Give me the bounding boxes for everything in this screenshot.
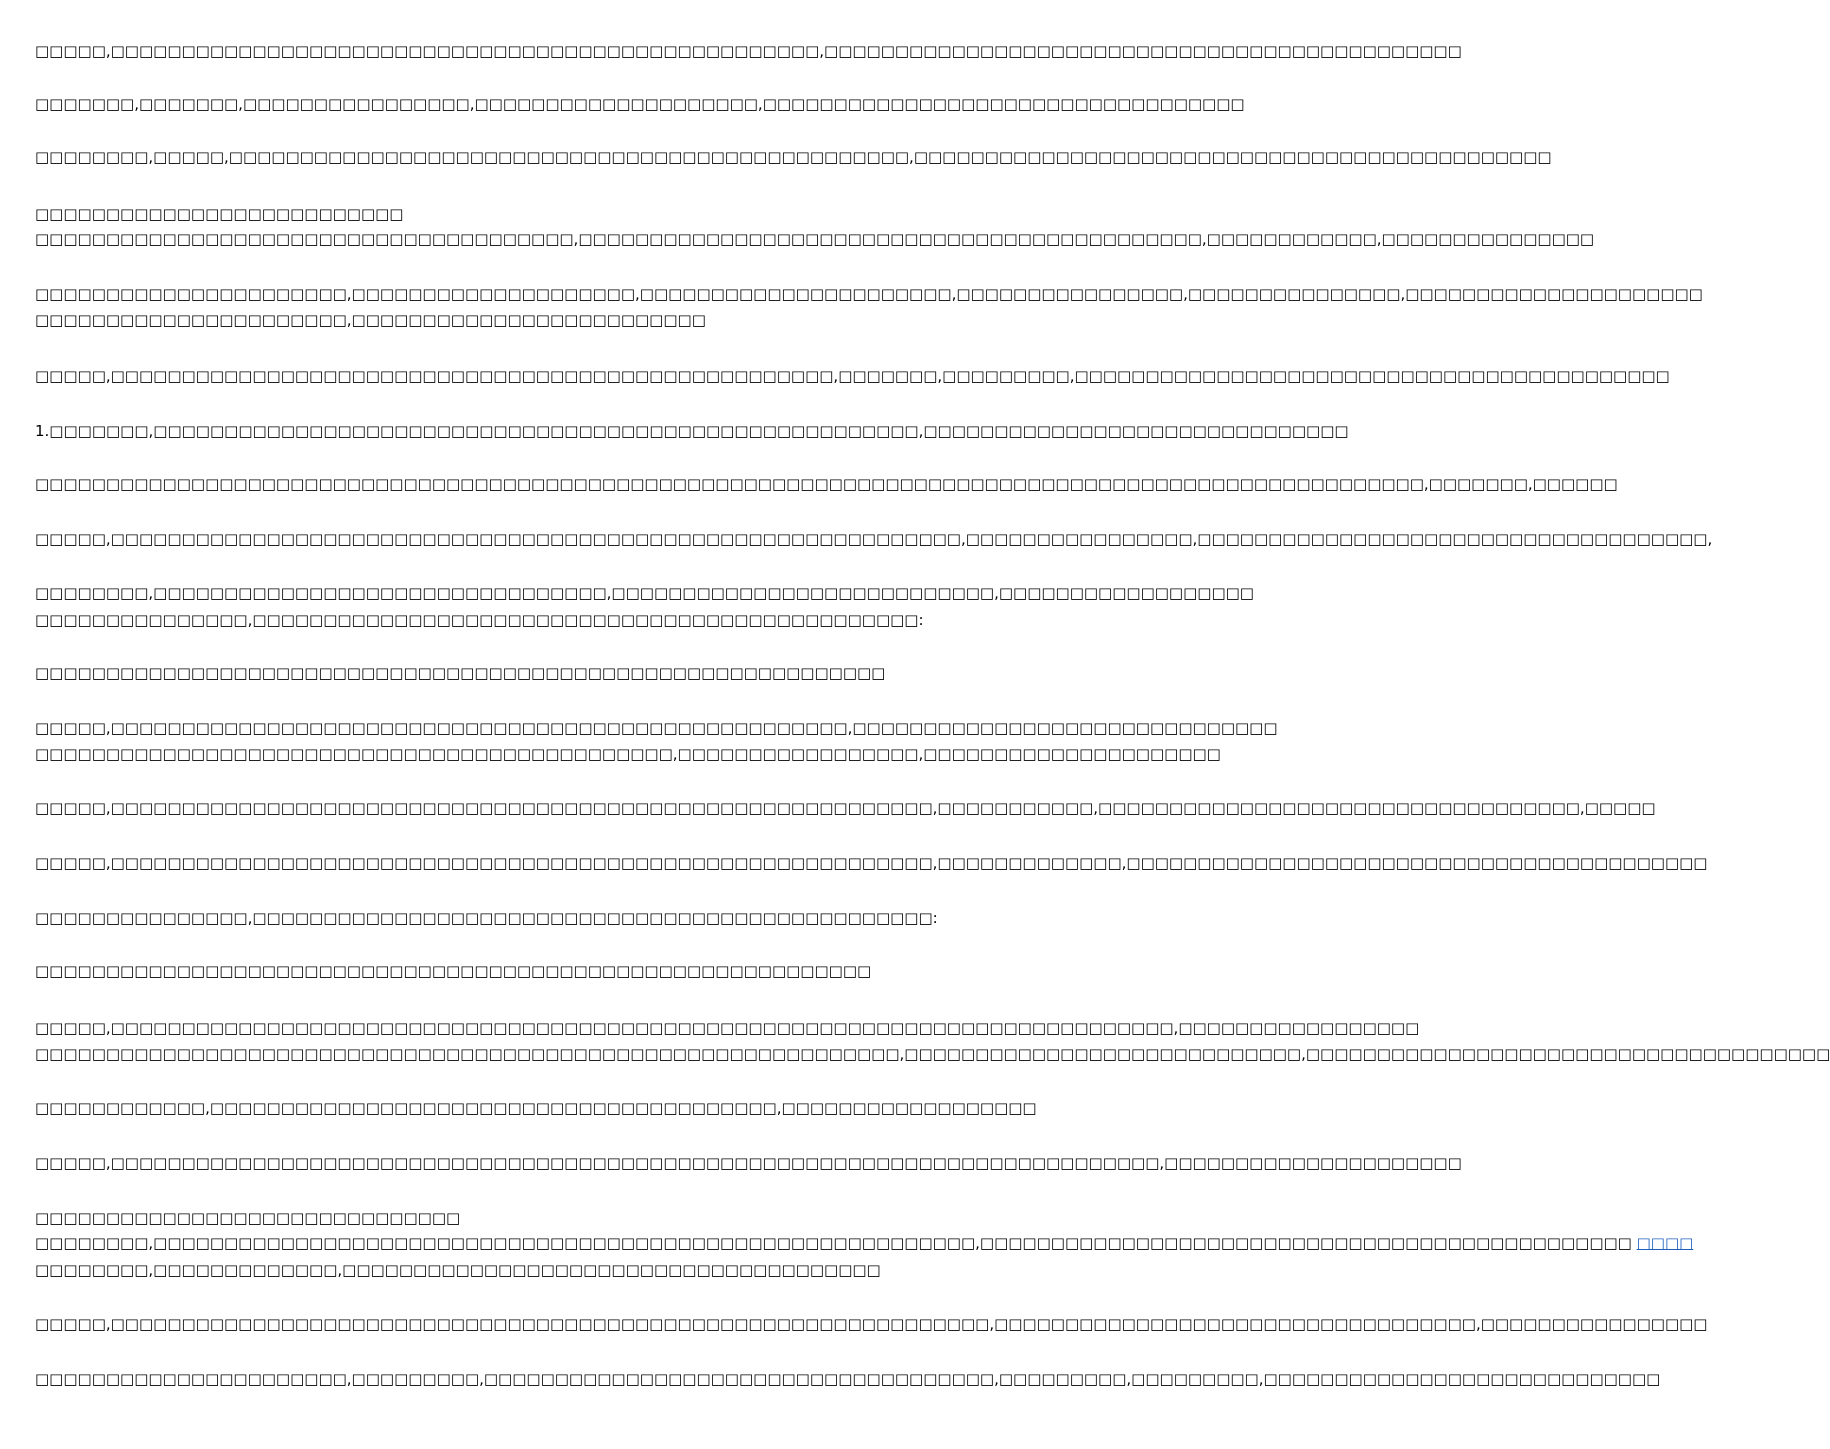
text-line-28: □□□□□,□□□□□□□□□□□□□□□□□□□□□□□□□□□□□□□□□□□□□□□□□□□□□□□□□□□□□□□□□□□□□□,□□□□□□□□□□□□□□□□□□□□□□□□□□□□□□□□□□,□□□□□□□□□□□□□□□□ — [35, 1315, 1708, 1333]
text-line-1: □□□□□,□□□□□□□□□□□□□□□□□□□□□□□□□□□□□□□□□□□□□□□□□□□□□□□□□□,□□□□□□□□□□□□□□□□□□□□□□□□□□□□□□□□□□□□□□□□□□□□□ — [35, 42, 1462, 60]
text-line-16: □□□□□□□□□□□□□□□□□□□□□□□□□□□□□□□□□□□□□□□□□□□□□,□□□□□□□□□□□□□□□□□,□□□□□□□□□□□□□□□□□□□□□ — [35, 745, 1221, 763]
text-line-15: □□□□□,□□□□□□□□□□□□□□□□□□□□□□□□□□□□□□□□□□□□□□□□□□□□□□□□□□□□,□□□□□□□□□□□□□□□□□□□□□□□□□□□□□□ — [35, 719, 1278, 737]
text-line-3: □□□□□□□□,□□□□□,□□□□□□□□□□□□□□□□□□□□□□□□□□□□□□□□□□□□□□□□□□□□□□□□,□□□□□□□□□□□□□□□□□□□□□□□□□□□□□□□□□□□□□□□□□□□□□ — [35, 148, 1552, 166]
text-line-14: □□□□□□□□□□□□□□□□□□□□□□□□□□□□□□□□□□□□□□□□□□□□□□□□□□□□□□□□□□□□ — [35, 664, 886, 682]
text-line-18: □□□□□,□□□□□□□□□□□□□□□□□□□□□□□□□□□□□□□□□□□□□□□□□□□□□□□□□□□□□□□□□□,□□□□□□□□□□□□□,□□□□□□□□□□□□□□□□□□□□□□□□□□□□□□□□□□□□□□□□□ — [35, 854, 1708, 872]
text-line-29: □□□□□□□□□□□□□□□□□□□□□□,□□□□□□□□□,□□□□□□□□□□□□□□□□□□□□□□□□□□□□□□□□□□□□,□□□□□□□□□,□□□□□□□□□,□□□□□□□□□□□□□□□□□□□□□□□□□□□□ — [35, 1370, 1661, 1388]
text-line-8: □□□□□,□□□□□□□□□□□□□□□□□□□□□□□□□□□□□□□□□□□□□□□□□□□□□□□□□□□,□□□□□□□,□□□□□□□□□,□□□□□□□□□□□□□□□□□□□□□□□□□□□□□□□□□□□□□□□□□□ — [35, 367, 1670, 385]
text-line-19: □□□□□□□□□□□□□□□,□□□□□□□□□□□□□□□□□□□□□□□□□□□□□□□□□□□□□□□□□□□□□□□□: — [35, 909, 938, 927]
text-line-12: □□□□□□□□,□□□□□□□□□□□□□□□□□□□□□□□□□□□□□□□□,□□□□□□□□□□□□□□□□□□□□□□□□□□□,□□□□□□□□□□□□□□□□□□ — [35, 584, 1254, 602]
text-line-9: 1.□□□□□□□,□□□□□□□□□□□□□□□□□□□□□□□□□□□□□□□□□□□□□□□□□□□□□□□□□□□□□□,□□□□□□□□□□□□□□□□□□□□□□□□□□□□□□ — [35, 422, 1349, 440]
text-line-26-content: □□□□□□□□,□□□□□□□□□□□□□□□□□□□□□□□□□□□□□□□□□□□□□□□□□□□□□□□□□□□□□□□□□□,□□□□□□□□□□□□□□□□□□□□□□□□□□□□□□□□□□□□□□□□□□□□□□ — [35, 1234, 1632, 1252]
document-body — [35, 0, 1830, 1449]
text-line-21: □□□□□,□□□□□□□□□□□□□□□□□□□□□□□□□□□□□□□□□□□□□□□□□□□□□□□□□□□□□□□□□□□□□□□□□□□□□□□□□□□,□□□□□□□□□□□□□□□□□ — [35, 1019, 1420, 1037]
text-line-25: □□□□□□□□□□□□□□□□□□□□□□□□□□□□□□ — [35, 1209, 461, 1227]
text-line-27: □□□□□□□□,□□□□□□□□□□□□□,□□□□□□□□□□□□□□□□□□□□□□□□□□□□□□□□□□□□□□ — [35, 1261, 881, 1279]
text-line-10: □□□□□□□□□□□□□□□□□□□□□□□□□□□□□□□□□□□□□□□□□□□□□□□□□□□□□□□□□□□□□□□□□□□□□□□□□□□□□□□□□□□□□□□□□□□□□□□□□□,□□□□□□□,□□□□□□ — [35, 475, 1618, 493]
text-line-24: □□□□□,□□□□□□□□□□□□□□□□□□□□□□□□□□□□□□□□□□□□□□□□□□□□□□□□□□□□□□□□□□□□□□□□□□□□□□□□□□,□□□□□□□□□□□□□□□□□□□□□ — [35, 1154, 1462, 1172]
text-line-17: □□□□□,□□□□□□□□□□□□□□□□□□□□□□□□□□□□□□□□□□□□□□□□□□□□□□□□□□□□□□□□□□,□□□□□□□□□□□,□□□□□□□□□□□□□□□□□□□□□□□□□□□□□□□□□□,□□□□□ — [35, 799, 1656, 817]
text-line-11: □□□□□,□□□□□□□□□□□□□□□□□□□□□□□□□□□□□□□□□□□□□□□□□□□□□□□□□□□□□□□□□□□□,□□□□□□□□□□□□□□□□,□□□□□□□□□□□□□□□□□□□□□□□□□□□□□□□□□□□□, — [35, 530, 1713, 548]
text-line-7: □□□□□□□□□□□□□□□□□□□□□□,□□□□□□□□□□□□□□□□□□□□□□□□□ — [35, 311, 706, 329]
text-line-23: □□□□□□□□□□□□,□□□□□□□□□□□□□□□□□□□□□□□□□□□□□□□□□□□□□□□□,□□□□□□□□□□□□□□□□□□ — [35, 1099, 1037, 1117]
text-line-22: □□□□□□□□□□□□□□□□□□□□□□□□□□□□□□□□□□□□□□□□□□□□□□□□□□□□□□□□□□□□□,□□□□□□□□□□□□□□□□□□□□□□□□□□□□,□□□□□□□□□□□□□□□□□□□□□□□□□□□□□□□□□□□□□ — [35, 1045, 1830, 1063]
text-line-5: □□□□□□□□□□□□□□□□□□□□□□□□□□□□□□□□□□□□□□,□□□□□□□□□□□□□□□□□□□□□□□□□□□□□□□□□□□□□□□□□□□□,□□□□□□□□□□□□,□□□□□□□□□□□□□□□ — [35, 230, 1595, 248]
text-line-26 — [35, 1230, 1694, 1256]
text-line-20: □□□□□□□□□□□□□□□□□□□□□□□□□□□□□□□□□□□□□□□□□□□□□□□□□□□□□□□□□□□ — [35, 962, 872, 980]
text-line-13: □□□□□□□□□□□□□□□,□□□□□□□□□□□□□□□□□□□□□□□□□□□□□□□□□□□□□□□□□□□□□□□: — [35, 611, 924, 629]
text-line-2: □□□□□□□,□□□□□□□,□□□□□□□□□□□□□□□□,□□□□□□□□□□□□□□□□□□□□,□□□□□□□□□□□□□□□□□□□□□□□□□□□□□□□□□□ — [35, 95, 1245, 113]
text-line-6: □□□□□□□□□□□□□□□□□□□□□□,□□□□□□□□□□□□□□□□□□□□,□□□□□□□□□□□□□□□□□□□□□□,□□□□□□□□□□□□□□□□,□□□□□□□□□□□□□□□,□□□□□□□□□□□□□□□□□□□□□ — [35, 285, 1703, 303]
text-line-4: □□□□□□□□□□□□□□□□□□□□□□□□□□ — [35, 205, 404, 223]
inline-link[interactable]: □□□□ — [1636, 1234, 1694, 1252]
